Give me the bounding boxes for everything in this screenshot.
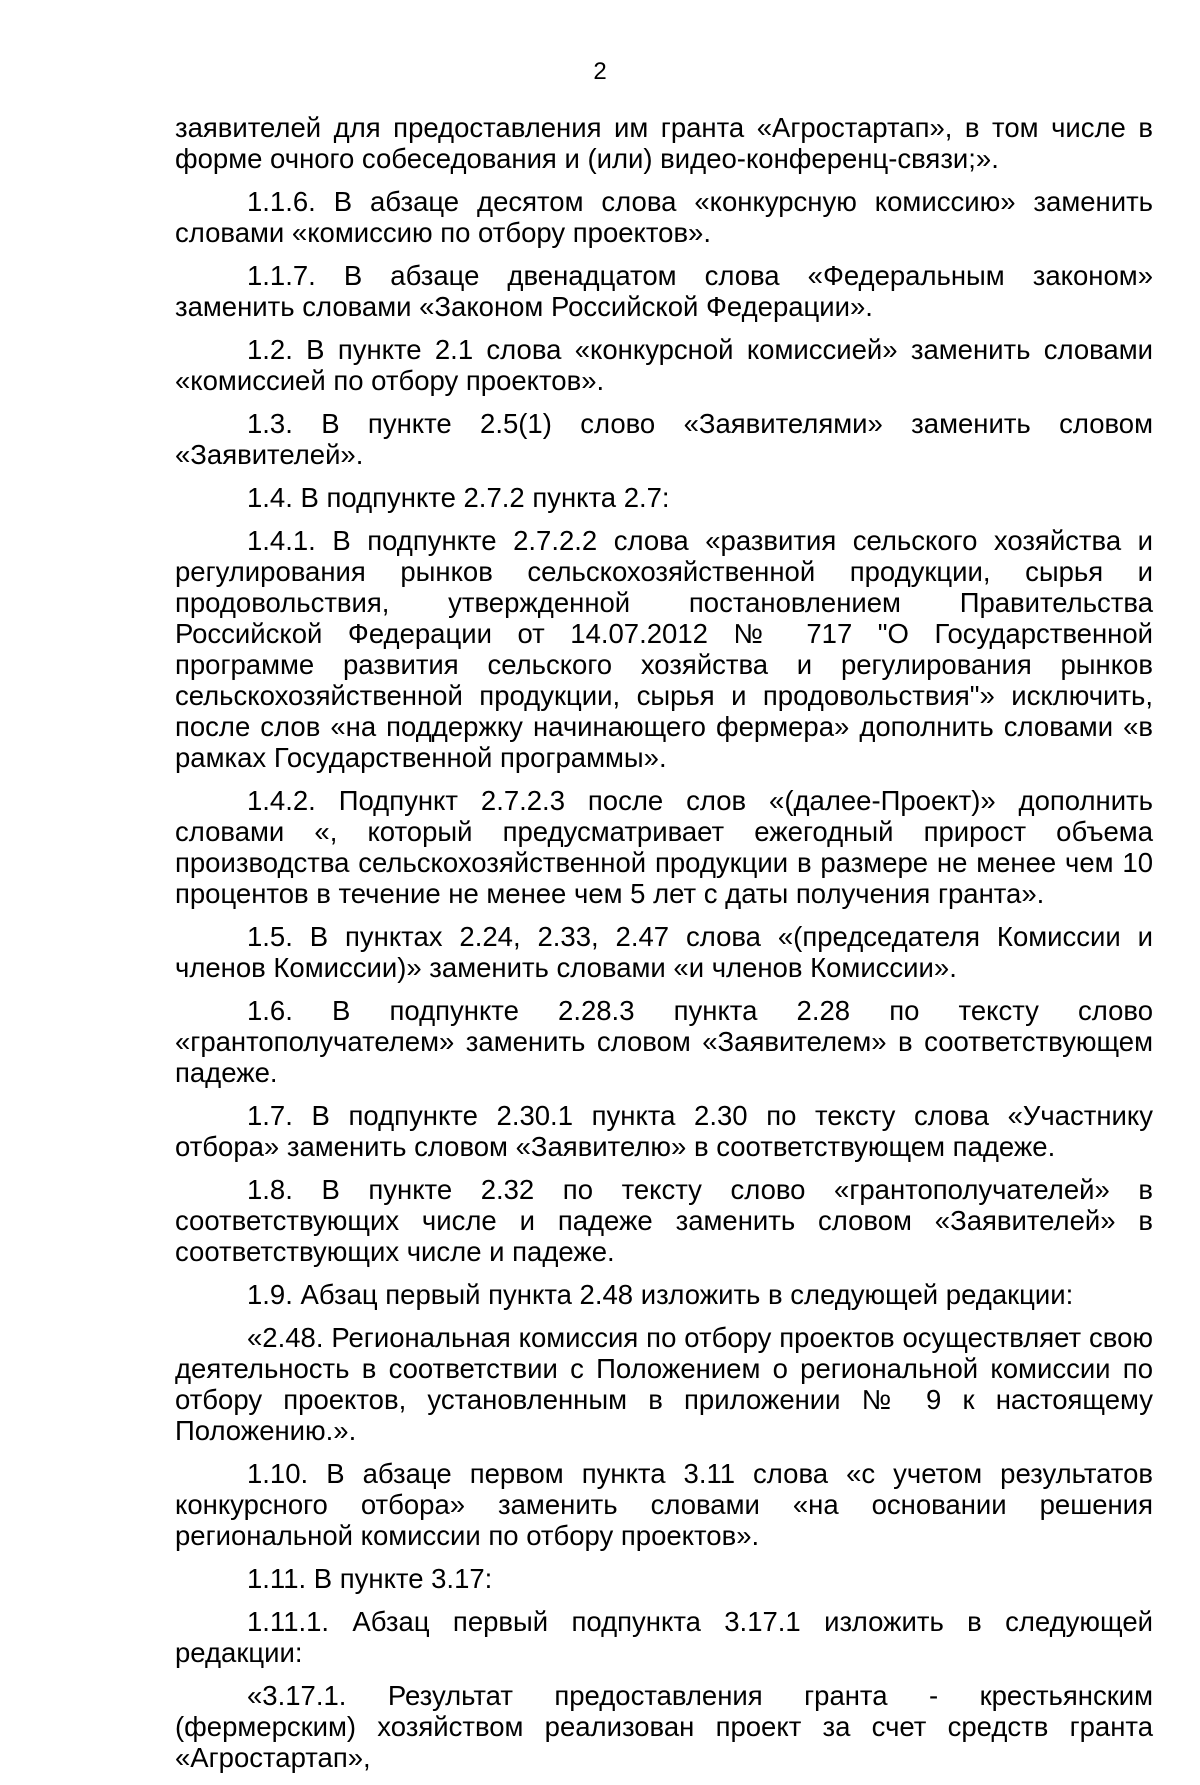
paragraph-1-2: 1.2. В пункте 2.1 слова «конкурсной комиссией» заменить словами «комиссией по отбору проектов». (175, 334, 1153, 396)
paragraph-1-8: 1.8. В пункте 2.32 по тексту слово «грантополучателей» в соответствующих числе и падеже заменить словом «Заявителей» в соответствующих числе и падеже. (175, 1174, 1153, 1267)
paragraph-continuation: заявителей для предоставления им гранта «Агростартап», в том числе в форме очного собеседования и (или) видео-конференц-связи;». (175, 112, 1153, 174)
paragraph-1-1-7: 1.1.7. В абзаце двенадцатом слова «Федеральным законом» заменить словами «Законом Российской Федерации». (175, 260, 1153, 322)
paragraph-1-3: 1.3. В пункте 2.5(1) слово «Заявителями» заменить словом «Заявителей». (175, 408, 1153, 470)
paragraph-1-11-1: 1.11.1. Абзац первый подпункта 3.17.1 изложить в следующей редакции: (175, 1606, 1153, 1668)
paragraph-quote-2-48: «2.48. Региональная комиссия по отбору проектов осуществляет свою деятельность в соответствии с Положением о региональной комиссии по отбору проектов, установленным в приложении № 9 к настоящему Положению.». (175, 1322, 1153, 1446)
paragraph-1-7: 1.7. В подпункте 2.30.1 пункта 2.30 по тексту слова «Участнику отбора» заменить словом «Заявителю» в соответствующем падеже. (175, 1100, 1153, 1162)
paragraph-quote-3-17-1: «3.17.1. Результат предоставления гранта - крестьянским (фермерским) хозяйством реализован проект за счет средств гранта «Агростартап», (175, 1680, 1153, 1773)
paragraph-1-1-6: 1.1.6. В абзаце десятом слова «конкурсную комиссию» заменить словами «комиссию по отбору проектов». (175, 186, 1153, 248)
paragraph-1-9: 1.9. Абзац первый пункта 2.48 изложить в следующей редакции: (247, 1279, 1074, 1310)
paragraph-1-4: 1.4. В подпункте 2.7.2 пункта 2.7: (247, 482, 670, 513)
document-body (175, 112, 1153, 1785)
page-number: 2 (593, 58, 607, 85)
paragraph-1-11: 1.11. В пункте 3.17: (247, 1563, 493, 1594)
paragraph-1-10: 1.10. В абзаце первом пункта 3.11 слова «с учетом результатов конкурсного отбора» заменить словами «на основании решения региональной комиссии по отбору проектов». (175, 1458, 1153, 1551)
paragraph-1-4-1: 1.4.1. В подпункте 2.7.2.2 слова «развития сельского хозяйства и регулирования рынков сельскохозяйственной продукции, сырья и продовольствия, утвержденной постановлением Правительства Российской Федерации от 14.07.2012 № 717 "О Государственной программе развития сельского хозяйства и регулирования рынков сельскохозяйственной продукции, сырья и продовольствия"» исключить, после слов «на поддержку начинающего фермера» дополнить словами «в рамках Государственной программы». (175, 525, 1153, 773)
paragraph-1-4-2: 1.4.2. Подпункт 2.7.2.3 после слов «(далее-Проект)» дополнить словами «, который предусматривает ежегодный прирост объема производства сельскохозяйственной продукции в размере не менее чем 10 процентов в течение не менее чем 5 лет с даты получения гранта». (175, 785, 1153, 909)
paragraph-1-6: 1.6. В подпункте 2.28.3 пункта 2.28 по тексту слово «грантополучателем» заменить словом «Заявителем» в соответствующем падеже. (175, 995, 1153, 1088)
paragraph-1-5: 1.5. В пунктах 2.24, 2.33, 2.47 слова «(председателя Комиссии и членов Комиссии)» заменить словами «и членов Комиссии». (175, 921, 1153, 983)
